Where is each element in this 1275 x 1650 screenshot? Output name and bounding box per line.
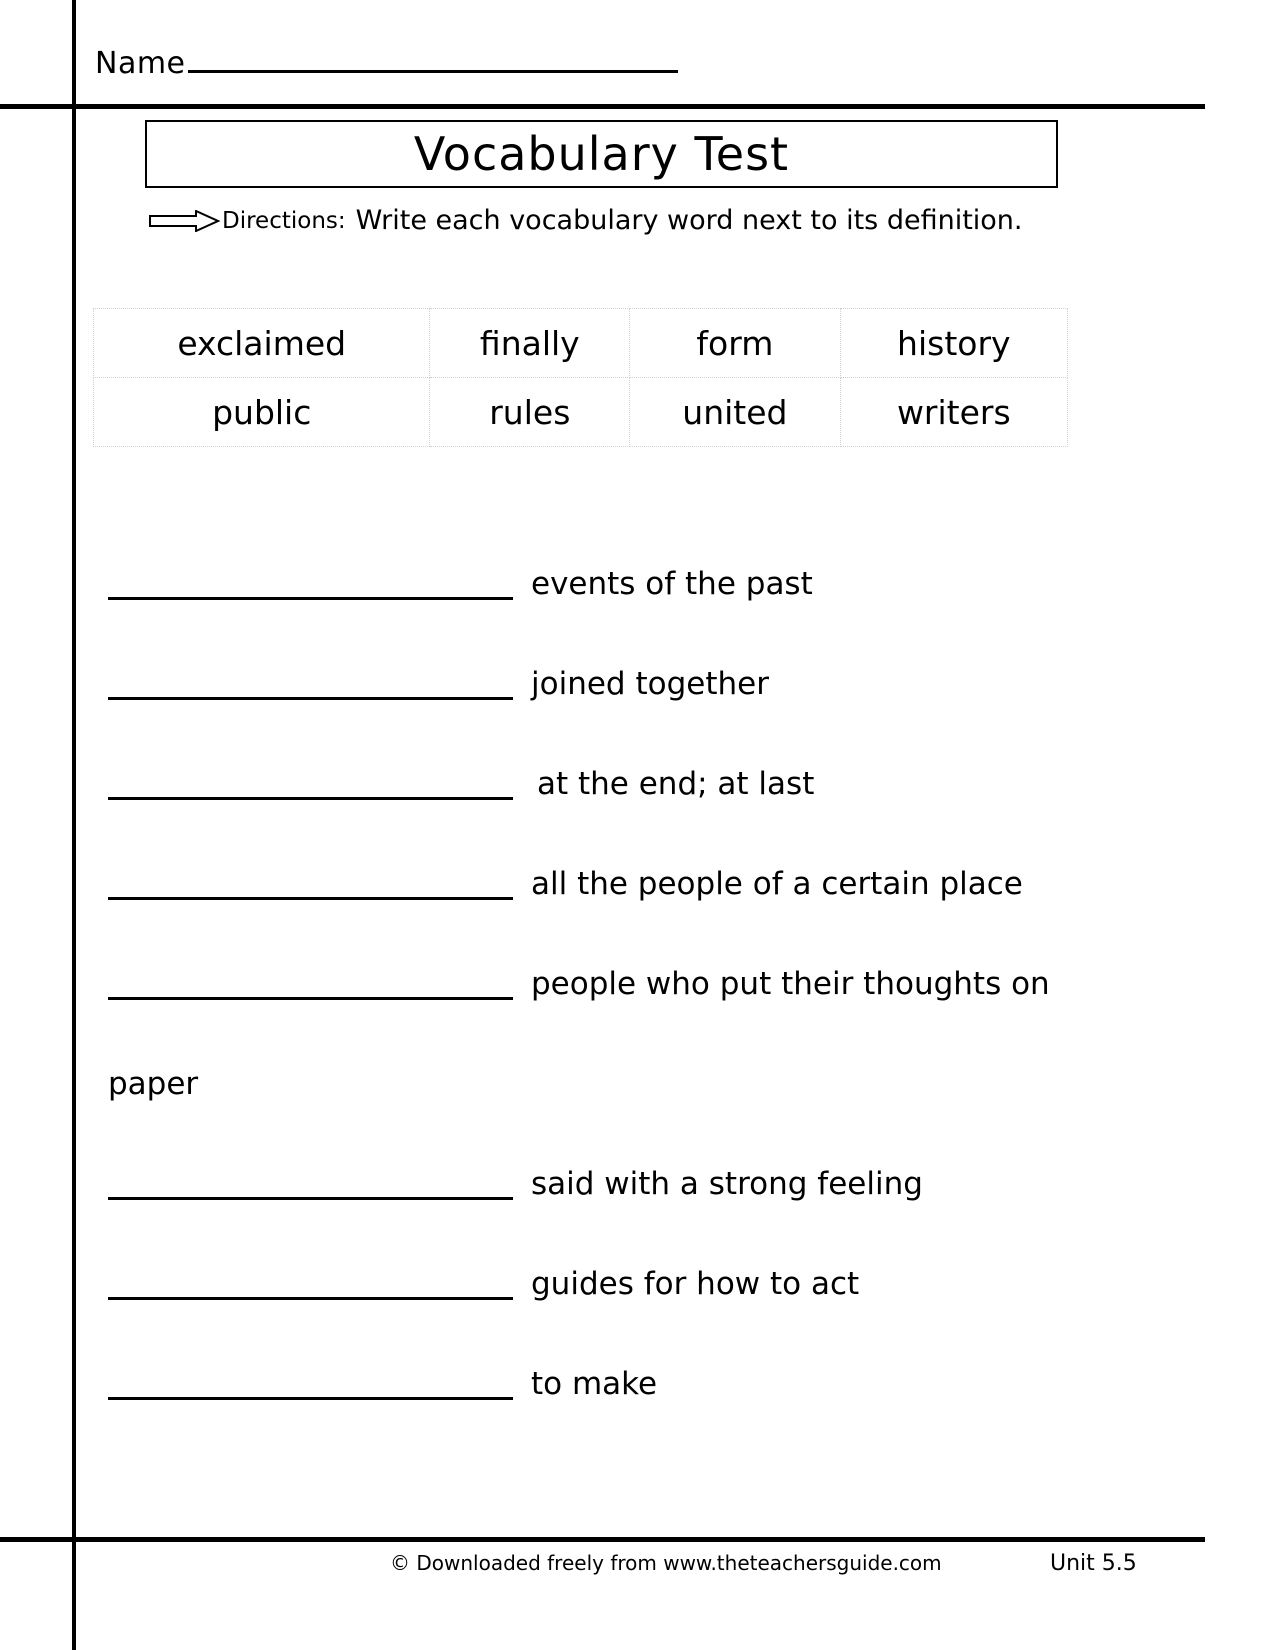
definition-text: guides for how to act: [531, 1266, 860, 1302]
definition-list: [108, 500, 1168, 1400]
name-field-row: [95, 44, 678, 81]
page-title: Vocabulary Test: [413, 127, 790, 181]
name-label: Name: [95, 46, 186, 81]
arrow-right-icon: [148, 210, 220, 232]
definition-text: people who put their thoughts on: [531, 966, 1050, 1002]
word-bank-cell: exclaimed: [94, 309, 430, 378]
definition-row: [108, 1300, 1168, 1400]
answer-blank[interactable]: [108, 1251, 513, 1300]
header-divider: [0, 104, 1205, 109]
word-bank-cell: form: [630, 309, 840, 378]
definition-text: joined together: [531, 666, 769, 702]
word-bank-cell: history: [840, 309, 1067, 378]
word-bank-cell: rules: [430, 378, 630, 447]
definition-text: all the people of a certain place: [531, 866, 1023, 902]
definition-row: [108, 700, 1168, 800]
answer-blank[interactable]: [108, 1151, 513, 1200]
word-bank-cell: public: [94, 378, 430, 447]
name-input-blank[interactable]: [188, 44, 678, 73]
directions-label: Directions:: [222, 207, 346, 234]
word-bank-cell: united: [630, 378, 840, 447]
definition-text: at the end; at last: [537, 766, 815, 802]
directions-text: Write each vocabulary word next to its definition.: [355, 205, 1023, 236]
definition-row: [108, 500, 1168, 600]
footer-divider: [0, 1537, 1205, 1542]
definition-wrap-row: [108, 1000, 1168, 1100]
definition-row: [108, 1100, 1168, 1200]
definition-text: to make: [531, 1366, 658, 1402]
word-bank: [93, 308, 1068, 447]
footer-credit: © Downloaded freely from www.theteachersguide.com: [390, 1551, 942, 1575]
answer-blank[interactable]: [108, 751, 513, 800]
answer-blank[interactable]: [108, 1351, 513, 1400]
word-bank-row: [94, 309, 1068, 378]
definition-text: said with a strong feeling: [531, 1166, 923, 1202]
definition-text: events of the past: [531, 566, 813, 602]
footer-unit: Unit 5.5: [1050, 1551, 1137, 1576]
definition-row: [108, 1200, 1168, 1300]
word-bank-row: [94, 378, 1068, 447]
answer-blank[interactable]: [108, 851, 513, 900]
word-bank-cell: writers: [840, 378, 1067, 447]
definition-row: [108, 900, 1168, 1000]
answer-blank[interactable]: [108, 551, 513, 600]
title-box: [145, 120, 1058, 188]
definition-row: [108, 800, 1168, 900]
word-bank-cell: finally: [430, 309, 630, 378]
margin-rule: [72, 0, 76, 1650]
answer-blank[interactable]: [108, 951, 513, 1000]
definition-row: [108, 600, 1168, 700]
definition-wrap-text: paper: [108, 1066, 199, 1102]
answer-blank[interactable]: [108, 651, 513, 700]
directions-row: [148, 205, 1023, 236]
